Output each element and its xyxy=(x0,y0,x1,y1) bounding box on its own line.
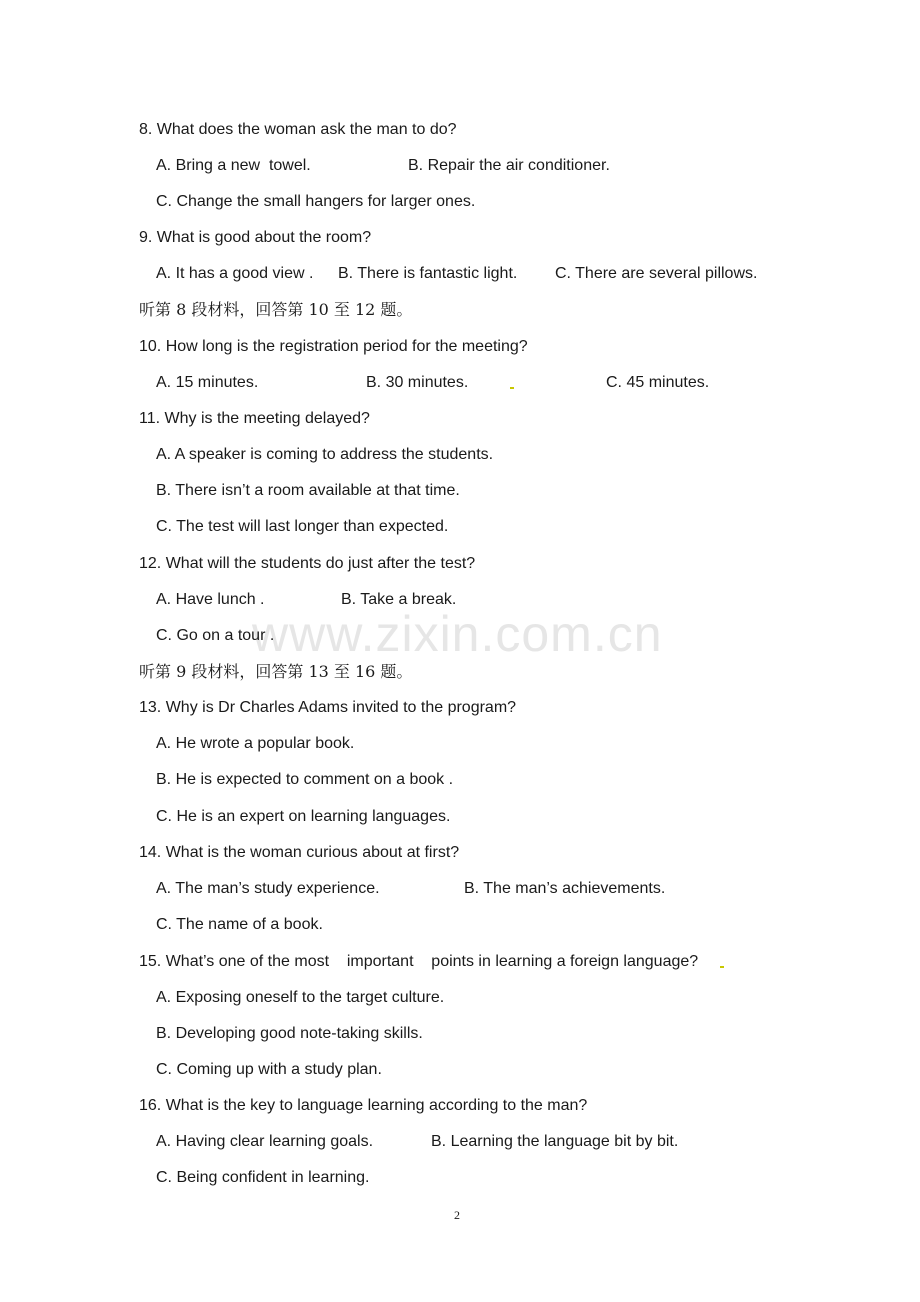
page-number: 2 xyxy=(454,1208,460,1222)
q12-option-c: C. Go on a tour . xyxy=(156,627,275,644)
question-8: 8. What does the woman ask the man to do? xyxy=(139,121,457,138)
q16-option-a: A. Having clear learning goals. xyxy=(156,1133,374,1150)
q12-option-b: B. Take a break. xyxy=(341,591,457,608)
question-12: 12. What will the students do just after the test? xyxy=(139,555,476,572)
q11-option-b: B. There isn’t a room available at that time. xyxy=(156,482,460,499)
question-11: 11. Why is the meeting delayed? xyxy=(139,410,370,427)
question-16: 16. What is the key to language learning according to the man? xyxy=(139,1097,588,1114)
q14-option-b: B. The man’s achievements. xyxy=(464,880,666,897)
q15-option-c: C. Coming up with a study plan. xyxy=(156,1061,382,1078)
q10-option-b: B. 30 minutes. xyxy=(366,374,469,391)
question-13: 13. Why is Dr Charles Adams invited to the program? xyxy=(139,699,517,716)
question-14: 14. What is the woman curious about at first? xyxy=(139,844,460,861)
stray-mark xyxy=(720,966,724,968)
section-9-instruction: 听第 9 段材料，回答第 13 至 16 题。 xyxy=(139,662,413,681)
section-8-instruction: 听第 8 段材料，回答第 10 至 12 题。 xyxy=(139,300,413,319)
q15-option-b: B. Developing good note-taking skills. xyxy=(156,1025,423,1042)
q16-option-c: C. Being confident in learning. xyxy=(156,1169,370,1186)
q8-option-a: A. Bring a new towel. xyxy=(156,157,311,174)
q8-option-c: C. Change the small hangers for larger ones. xyxy=(156,193,476,210)
stray-mark xyxy=(510,387,514,389)
q9-option-b: B. There is fantastic light. xyxy=(338,265,518,282)
q15-option-a: A. Exposing oneself to the target culture. xyxy=(156,989,445,1006)
q13-option-b: B. He is expected to comment on a book . xyxy=(156,771,454,788)
q9-option-c: C. There are several pillows. xyxy=(555,265,758,282)
q12-option-a: A. Have lunch . xyxy=(156,591,265,608)
q14-option-a: A. The man’s study experience. xyxy=(156,880,380,897)
question-15: 15. What’s one of the most important points in learning a foreign language? xyxy=(139,953,699,970)
q10-option-c: C. 45 minutes. xyxy=(606,374,710,391)
q14-option-c: C. The name of a book. xyxy=(156,916,323,933)
q8-option-b: B. Repair the air conditioner. xyxy=(408,157,610,174)
question-10: 10. How long is the registration period for the meeting? xyxy=(139,338,528,355)
q11-option-a: A. A speaker is coming to address the students. xyxy=(156,446,494,463)
q9-option-a: A. It has a good view . xyxy=(156,265,314,282)
q11-option-c: C. The test will last longer than expected. xyxy=(156,518,449,535)
q13-option-c: C. He is an expert on learning languages. xyxy=(156,808,451,825)
question-9: 9. What is good about the room? xyxy=(139,229,372,246)
q10-option-a: A. 15 minutes. xyxy=(156,374,259,391)
q13-option-a: A. He wrote a popular book. xyxy=(156,735,355,752)
watermark: www.zixin.com.cn xyxy=(252,606,663,662)
q16-option-b: B. Learning the language bit by bit. xyxy=(431,1133,679,1150)
